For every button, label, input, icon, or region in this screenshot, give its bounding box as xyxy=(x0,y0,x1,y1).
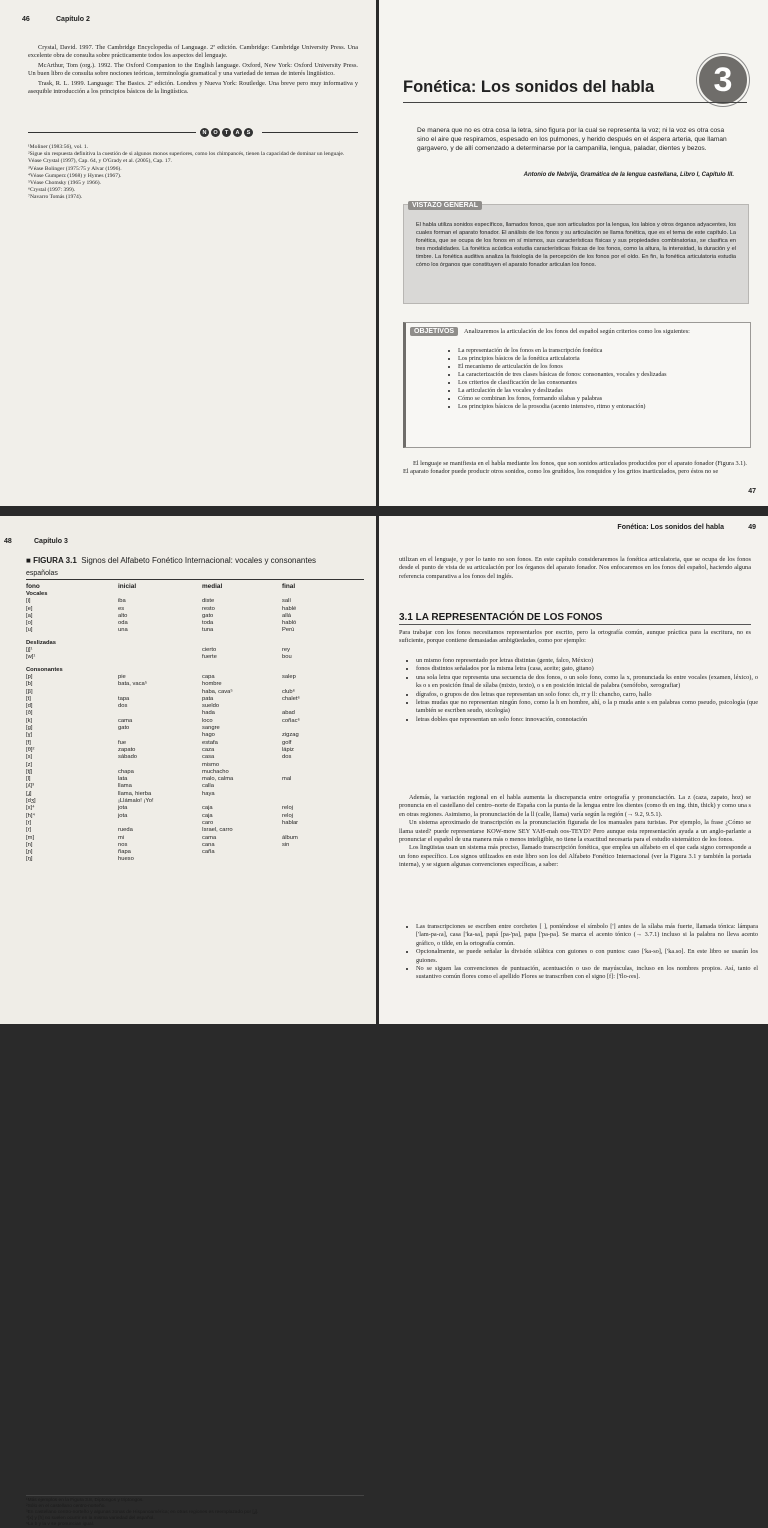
list-item: • fonos distintos señalados por la misma letra (casa, aceite; gato, gitano) xyxy=(416,665,758,673)
table-cell: capa xyxy=(202,673,215,680)
list-item: • Los principios básicos de la prosodia (acento intensivo, ritmo y entonación) xyxy=(458,403,752,411)
table-cell: [g] xyxy=(26,725,33,732)
table-cell: llama xyxy=(118,783,132,790)
table-cell: cana xyxy=(202,841,215,848)
table-cell xyxy=(118,654,202,661)
table-row xyxy=(26,689,364,696)
table-cell: jota xyxy=(118,812,128,819)
table-cell: abad xyxy=(282,710,295,717)
table-row xyxy=(26,820,364,827)
table-row xyxy=(26,703,364,710)
table-cell: caja xyxy=(202,812,213,819)
chapter-title: Fonética: Los sonidos del habla xyxy=(403,78,655,96)
table-row xyxy=(26,849,364,856)
table-row xyxy=(26,627,364,634)
table-cell: [a] xyxy=(26,612,33,619)
ambiguity-list xyxy=(409,657,758,724)
table-cell: salep xyxy=(282,673,296,680)
page-number: 48 xyxy=(4,538,12,545)
footnote: ²Sólo en el castellano centro-norteño. xyxy=(26,1504,106,1509)
table-row xyxy=(26,718,364,725)
table-cell: tuna xyxy=(202,627,214,634)
table-cell: hueso xyxy=(118,856,134,863)
table-row xyxy=(26,606,364,613)
figure-rule xyxy=(26,579,364,580)
table-cell: sangre xyxy=(202,725,220,732)
table-cell: [e] xyxy=(26,605,33,612)
table-cell xyxy=(202,798,282,805)
table-cell xyxy=(282,783,364,790)
body-paragraphs xyxy=(399,794,751,870)
table-cell xyxy=(118,647,202,654)
table-cell xyxy=(282,827,364,834)
table-cell: [l] xyxy=(26,776,31,783)
list-item: • una sola letra que representa una secuencia de dos fonos, o un solo fono, como la x, pronunciada ks entre vocales (examen, léxico), o ks o s en posición final de sílaba (mixto, texto), o s en posición inicial de palabra (xenófobo, xerografiar) xyxy=(416,674,758,691)
column-header: inicial xyxy=(118,582,137,590)
objetivos-intro: Analizaremos la articulación de los fonos del español según criterios como los siguientes: xyxy=(464,328,690,335)
list-item: • Las transcripciones se escriben entre corchetes [ ], poniéndose el símbolo ['] antes de la sílaba más fuerte, llamada tónica: lámpara ['lam-pa-ɾa], casa ['ka-sa], papá [pa-'pa], papa ['pa-pa]. Se marca el acento tónico (→ 3.7.1) incluso si la palabra no lleva acento gráfico, o tilde, en la ortografía común. xyxy=(416,923,758,948)
footnote: ¹Más ejemplos en la Figura 3.8, Diptongos y triptongos. xyxy=(26,1498,144,1503)
column-header: final xyxy=(282,582,296,590)
notes-list xyxy=(28,144,358,202)
table-cell: rey xyxy=(282,647,291,654)
page-49 xyxy=(379,516,768,1024)
table-cell: toda xyxy=(202,620,214,627)
table-cell: cierto xyxy=(202,647,217,654)
table-cell: [n] xyxy=(26,841,33,848)
table-cell: mal xyxy=(282,776,292,783)
table-cell: [o] xyxy=(26,620,33,627)
table-cell: iba xyxy=(118,598,126,605)
table-cell: Israel, carro xyxy=(202,827,233,834)
list-item: • La articulación de las vocales y deslizadas xyxy=(458,387,752,395)
table-cell: zapato xyxy=(118,746,136,753)
table-cell: mismo xyxy=(202,761,220,768)
table-cell: dos xyxy=(118,703,128,710)
table-cell: golf xyxy=(282,739,292,746)
section-label: Vocales xyxy=(26,591,48,597)
table-cell: gato xyxy=(202,612,214,619)
page-number: 47 xyxy=(748,488,756,495)
table-row xyxy=(26,856,364,863)
table-row xyxy=(26,725,364,732)
objetivos-box xyxy=(403,322,751,448)
table-cell: [s] xyxy=(26,754,33,761)
table-row xyxy=(26,710,364,717)
table-cell: malo, calma xyxy=(202,776,234,783)
body-paragraph: Los lingüistas usan un sistema más preciso, llamado transcripción fonética, que emplea un alfabeto en el que cada signo corresponde a un fono específico. Los signos utilizados en este libro son los del Alfabeto Fonético Internacional (ver la Figura 3.1 y también la portada interna), y se siguen algunas convenciones específicas, a saber: xyxy=(399,844,751,869)
table-row xyxy=(26,769,364,776)
note: ⁶Crystal (1997: 399). xyxy=(28,187,76,194)
vistazo-general-box xyxy=(403,204,749,304)
footnote: ⁴[x] y [h] no suelen ocurrir en la misma variedad del español. xyxy=(26,1516,155,1521)
table-cell: pie xyxy=(118,673,126,680)
table-cell: fuerte xyxy=(202,654,217,661)
table-row xyxy=(26,654,364,661)
section-label: Deslizadas xyxy=(26,639,56,646)
footnote: ⁵La b y la v se pronuncian igual. xyxy=(26,1522,95,1527)
table-cell: hago xyxy=(202,732,215,739)
table-cell: caro xyxy=(202,819,214,826)
table-cell: lápiz xyxy=(282,746,294,753)
table-cell: rueda xyxy=(118,827,133,834)
table-row xyxy=(26,647,364,654)
table-cell: [d] xyxy=(26,703,33,710)
table-cell: ¡Llámalo! ¡Yo! xyxy=(118,798,154,805)
section-row xyxy=(26,662,364,674)
list-item: • Los criterios de clasificación de las consonantes xyxy=(458,379,752,387)
running-head: Fonética: Los sonidos del habla xyxy=(617,524,724,531)
table-cell: una xyxy=(118,627,128,634)
table-cell: calla xyxy=(202,783,214,790)
table-cell: [z] xyxy=(26,761,33,768)
table-cell xyxy=(282,769,364,776)
table-cell: club⁶ xyxy=(282,688,296,695)
section-heading: 3.1 LA REPRESENTACIÓN DE LOS FONOS xyxy=(399,612,751,625)
table-cell: salí xyxy=(282,598,292,605)
page-number: 49 xyxy=(748,524,756,531)
table-cell: cama xyxy=(202,834,217,841)
list-item: • un mismo fono representado por letras distintas (gente, falco, México) xyxy=(416,657,758,665)
table-cell: es xyxy=(118,605,125,612)
chapter-number-badge: 3 xyxy=(697,54,749,106)
note: ⁷Navarro Tomás (1974). xyxy=(28,194,83,201)
note: ⁵Véase Chomsky (1965 y 1966). xyxy=(28,180,101,187)
list-item: • Opcionalmente, se puede señalar la división silábica con guiones o con puntos: caso ['ka-so], ['ka.so]. En este libro se usarán los guiones. xyxy=(416,948,758,965)
table-cell: [h]⁴ xyxy=(26,812,35,819)
table-cell: alto xyxy=(118,612,128,619)
ipa-table xyxy=(26,581,364,864)
table-cell xyxy=(118,762,202,769)
table-cell: ñapa xyxy=(118,849,131,856)
epigraph-source: Antonio de Nebrija, Gramática de la lengua castellana, Libro I, Capítulo III. xyxy=(523,172,734,178)
figure-title: ■ FIGURA 3.1 Signos del Alfabeto Fonético Internacional: vocales y consonantes xyxy=(26,556,317,565)
table-row xyxy=(26,681,364,688)
running-head: Capítulo 2 xyxy=(56,16,90,23)
table-row xyxy=(26,696,364,703)
figure-caption-cont: españolas xyxy=(26,570,58,577)
section-label: Consonantes xyxy=(26,666,63,673)
page-46 xyxy=(0,0,376,506)
table-row xyxy=(26,754,364,761)
table-cell xyxy=(282,798,364,805)
figure-label: FIGURA 3.1 xyxy=(33,556,77,565)
table-row xyxy=(26,813,364,820)
table-cell: [t] xyxy=(26,695,31,702)
list-item: • Cómo se combinan los fonos, formando sílabas y palabras xyxy=(458,395,752,403)
table-cell: [dʒ] xyxy=(26,798,36,805)
table-cell: oda xyxy=(118,620,128,627)
list-item: • dígrafos, o grupos de dos letras que representan un solo fono: ch, rr y ll: chancho, carro, hallo xyxy=(416,691,758,699)
notas-letter: S xyxy=(244,128,253,137)
references xyxy=(28,44,358,97)
list-item: • letras mudas que no representan ningún fono, como la h en hombre, ahí, o la p muda ante s en palabras como pseudo, psicología (que también se escriben seudo, sicología) xyxy=(416,699,758,716)
table-cell: [ŋ] xyxy=(26,856,33,863)
epigraph: De manera que no es otra cosa la letra, sino figura por la cual se representa la voz; ni la voz es otra cosa sino el aire que respiramos, espesado en los pulmones, y herido después en el áspera arteria, que llaman gargavero, y de allí comenzado a determinarse por la campanilla, lengua, paladar, dientes y bezos. xyxy=(417,127,727,152)
table-cell: loco xyxy=(202,717,213,724)
table-cell: hablé xyxy=(282,605,297,612)
body-paragraph: El lenguaje se manifiesta en el habla mediante los fonos, que son sonidos articulados producidos por el aparato fonador (Figura 3.1). El aparato fonador puede producir otros sonidos, como los gruñidos, los ronquidos y los gritos inarticulados, pero éstos no se xyxy=(403,460,747,476)
body-paragraph: Un sistema aproximado de transcripción es la pronunciación figurada de los manuales para turistas. Por ejemplo, la frase ¿Cómo se llama usted? puede representarse KOW-mow SEY YAH-mah oos-TEYD? Pero aunque esta representación ayuda a un anglo-parlante a pronunciar el español de una manera más o menos inteligible, no tiene la exactitud necesaria para el estudio sistemático de los fonos. xyxy=(399,819,751,844)
page-number: 46 xyxy=(22,16,30,23)
title-rule xyxy=(403,102,747,103)
table-cell: [p] xyxy=(26,673,33,680)
table-row xyxy=(26,827,364,834)
list-item: • La caracterización de tres clases básicas de fonos: consonantes, vocales y deslizadas xyxy=(458,371,752,379)
objetivos-label: OBJETIVOS xyxy=(410,327,458,336)
table-cell: [β] xyxy=(26,688,33,695)
table-cell: [j]¹ xyxy=(26,647,33,654)
column-header: fono xyxy=(26,582,40,590)
table-cell: [b] xyxy=(26,681,33,688)
body-paragraph: utilizan en el lenguaje, y por lo tanto no son fonos. En este capítulo consideraremos la fonética articulatoria, que se ocupa de los fonos desde el punto de vista de su articulación por los órganos del aparato fonador. Nos enfocaremos en los fonos del español, haciendo alguna referencia comparativa a los fonos del inglés. xyxy=(399,556,751,580)
table-cell: [θ]² xyxy=(26,746,35,753)
list-item: • Los principios básicos de la fonética articulatoria xyxy=(458,355,752,363)
table-row xyxy=(26,598,364,605)
list-item: • letras dobles que representan un solo fono: innovación, connotación xyxy=(416,716,758,724)
table-cell xyxy=(282,703,364,710)
table-cell xyxy=(118,732,202,739)
table-cell: pata xyxy=(202,695,214,702)
table-cell: caja xyxy=(202,805,213,812)
table-cell: llama, hierba xyxy=(118,790,152,797)
table-cell: gato xyxy=(118,725,130,732)
running-head: Capítulo 3 xyxy=(34,538,68,545)
vistazo-label: VISTAZO GENERAL xyxy=(408,201,482,210)
table-cell: bata, vaca⁵ xyxy=(118,681,148,688)
table-cell xyxy=(118,710,202,717)
note: ⁴Véase Gumperz (1968) y Hymes (1967). xyxy=(28,172,122,179)
table-cell: sin xyxy=(282,841,290,848)
table-cell xyxy=(282,681,364,688)
table-cell: [u] xyxy=(26,627,33,634)
body-paragraph: Además, la variación regional en el habla aumenta la discrepancia entre ortografía y pronunciación. La z (caza, zapato, hoz) se pronuncia en el castellano del centro–norte de España con la punta de la lengua entre los dientes (como th en ing. thin, thick) y como una s en otras regiones. Asimismo, la pronunciación de la ll (calle, llama) varía según la región (→ 9.2, 9.5.1). xyxy=(399,794,751,818)
table-cell: [ʎ]³ xyxy=(26,783,35,790)
table-cell: hablar xyxy=(282,819,299,826)
table-row xyxy=(26,798,364,805)
table-cell: estafa xyxy=(202,739,218,746)
table-cell: zigzag xyxy=(282,732,299,739)
table-cell: jota xyxy=(118,805,128,812)
table-cell: reloj xyxy=(282,805,293,812)
table-cell: [ɲ] xyxy=(26,849,33,856)
vistazo-text: El habla utiliza sonidos específicos, llamados fonos, que son articulados por la lengua, los labios y otros órganos adyacentes, los cuales forman el aparato fonador. El análisis de los fonos y su articulación se llama fonética, que es el tema de este capítulo. La fonética, que se ocupa de los fonos en sí mismos, sus características físicas y sus propiedades combinatorias, se clasifica en tres modalidades. La fonética acústica estudia características físicas de los fonos, como la altura, la intensidad, la duración y el timbre. La fonética auditiva analiza la fisiología de la percepción de los fonos por el oído. En fin, la fonética articulatoria estudia cómo los órganos que constituyen el aparato fonador articulan los fonos. xyxy=(416,222,736,268)
table-row xyxy=(26,783,364,790)
table-cell xyxy=(282,791,364,798)
table-row xyxy=(26,762,364,769)
table-cell: Perú xyxy=(282,627,295,634)
section-row xyxy=(26,635,364,647)
table-cell xyxy=(282,725,364,732)
objetivos-list xyxy=(450,347,752,411)
table-cell: habló xyxy=(282,620,297,627)
table-cell: [ʝ] xyxy=(26,790,32,797)
notas-letter: N xyxy=(200,128,209,137)
note: ³Véase Bolinger (1975:75 y Alvar (1996). xyxy=(28,165,122,172)
table-cell: muchacho xyxy=(202,768,229,775)
convention-list xyxy=(409,923,758,982)
reference-entry: McArthur, Tom (org.). 1992. The Oxford Companion to the English language. Oxford, New York: Oxford University Press. Un buen libro de consulta sobre nociones teóricas, terminología gramatical y una variedad de temas de interés lingüístico. xyxy=(28,61,358,78)
table-cell: mi xyxy=(118,834,125,841)
table-row xyxy=(26,776,364,783)
table-cell: lata xyxy=(118,776,128,783)
table-cell xyxy=(202,856,282,863)
figure-footnotes xyxy=(26,1495,364,1528)
table-cell xyxy=(282,849,364,856)
table-cell: [tʃ] xyxy=(26,768,33,775)
table-cell: haba, cava⁵ xyxy=(202,688,233,695)
table-cell: [ð] xyxy=(26,710,33,717)
table-cell xyxy=(282,762,364,769)
table-cell: [k] xyxy=(26,717,33,724)
table-cell: [m] xyxy=(26,834,35,841)
table-row xyxy=(26,620,364,627)
table-cell: fue xyxy=(118,739,127,746)
list-item: • No se siguen las convenciones de puntuación, acentuación o uso de mayúsculas, incluso en los nombres propios. Así, tanto el sustantivo común flores como el apellido Flores se transcriben con el signo [f]: ['flo-ɾes]. xyxy=(416,965,758,982)
table-row xyxy=(26,805,364,812)
table-cell: sábado xyxy=(118,754,138,761)
page-48 xyxy=(0,516,376,1527)
table-cell: [i] xyxy=(26,598,31,605)
list-item: • El mecanismo de articulación de los fonos xyxy=(458,363,752,371)
list-item: • La representación de los fonos en la transcripción fonética xyxy=(458,347,752,355)
figure-caption: Signos del Alfabeto Fonético Internacional: vocales y consonantes xyxy=(81,556,317,565)
table-row xyxy=(26,674,364,681)
table-cell: [w]¹ xyxy=(26,654,36,661)
notas-letter: T xyxy=(222,128,231,137)
table-row xyxy=(26,835,364,842)
table-cell: caza xyxy=(202,746,215,753)
column-header: medial xyxy=(202,582,223,590)
table-cell: tapa xyxy=(118,695,130,702)
table-cell: caña xyxy=(202,849,215,856)
page-47 xyxy=(379,0,768,506)
table-cell: [ɣ] xyxy=(26,732,33,739)
notas-heading xyxy=(28,128,358,138)
table-cell xyxy=(118,820,202,827)
table-cell: chalet⁶ xyxy=(282,695,300,702)
notas-letter: A xyxy=(233,128,242,137)
table-cell: [r] xyxy=(26,819,32,826)
table-cell: dos xyxy=(282,754,292,761)
note: ¹Moliner (1983:56), vol. 1. xyxy=(28,144,89,150)
table-cell: haya xyxy=(202,790,215,797)
body-paragraph: Para trabajar con los fonos necesitamos representarlos por escrito, pero la ortografía común, aunque práctica para la escritura, no es suficiente, porque contiene demasiadas ambigüedades, como por ejemplo: xyxy=(399,629,751,645)
table-body xyxy=(26,591,364,864)
table-cell: casa xyxy=(202,754,215,761)
table-row xyxy=(26,740,364,747)
reference-entry: Trask, R. L. 1999. Language: The Basics. 2ª edición. Londres y Nueva York: Routledge. Una breve pero muy informativa y asequible introducción a los principios básicos de la lingüística. xyxy=(28,79,358,96)
section-row xyxy=(26,591,364,598)
table-row xyxy=(26,842,364,849)
table-cell: coñac⁶ xyxy=(282,717,300,724)
table-cell: [x]⁴ xyxy=(26,805,35,812)
table-cell: sueldo xyxy=(202,703,220,710)
table-cell xyxy=(118,689,202,696)
table-cell: álbum xyxy=(282,834,298,841)
table-cell: resto xyxy=(202,605,215,612)
table-cell: chapa xyxy=(118,768,134,775)
table-cell: allá xyxy=(282,612,292,619)
table-row xyxy=(26,732,364,739)
table-cell: hombre xyxy=(202,681,222,688)
note: ²Sigue sin respuesta definitiva la cuestión de si algunos monos superiores, como los chimpancés, tienen la capacidad de dominar un lenguaje. Véase Crystal (1997), Cap. 64, y O'Grady et al. (2005), Cap. 17. xyxy=(28,151,345,165)
table-cell: diste xyxy=(202,598,215,605)
table-row xyxy=(26,747,364,754)
reference-entry: Crystal, David. 1997. The Cambridge Encyclopedia of Language. 2ª edición. Cambridge: Cambridge University Press. Una excelente obra de consulta sobre prácticamente todos los aspectos del lenguaje. xyxy=(28,44,358,60)
table-cell: nos xyxy=(118,841,128,848)
table-cell: cama xyxy=(118,717,133,724)
notas-letter: O xyxy=(211,128,220,137)
table-cell: reloj xyxy=(282,812,293,819)
table-cell: [ɾ] xyxy=(26,827,32,834)
table-row xyxy=(26,613,364,620)
table-cell xyxy=(282,856,364,863)
table-cell: [f] xyxy=(26,739,31,746)
table-cell: bou xyxy=(282,654,292,661)
table-row xyxy=(26,791,364,798)
table-cell: hada xyxy=(202,710,215,717)
footnote: ³En castellano centro-norteño y algunas zonas de Hispanoamérica; en otras regiones es reemplazado por [ʝ]. xyxy=(26,1510,259,1515)
